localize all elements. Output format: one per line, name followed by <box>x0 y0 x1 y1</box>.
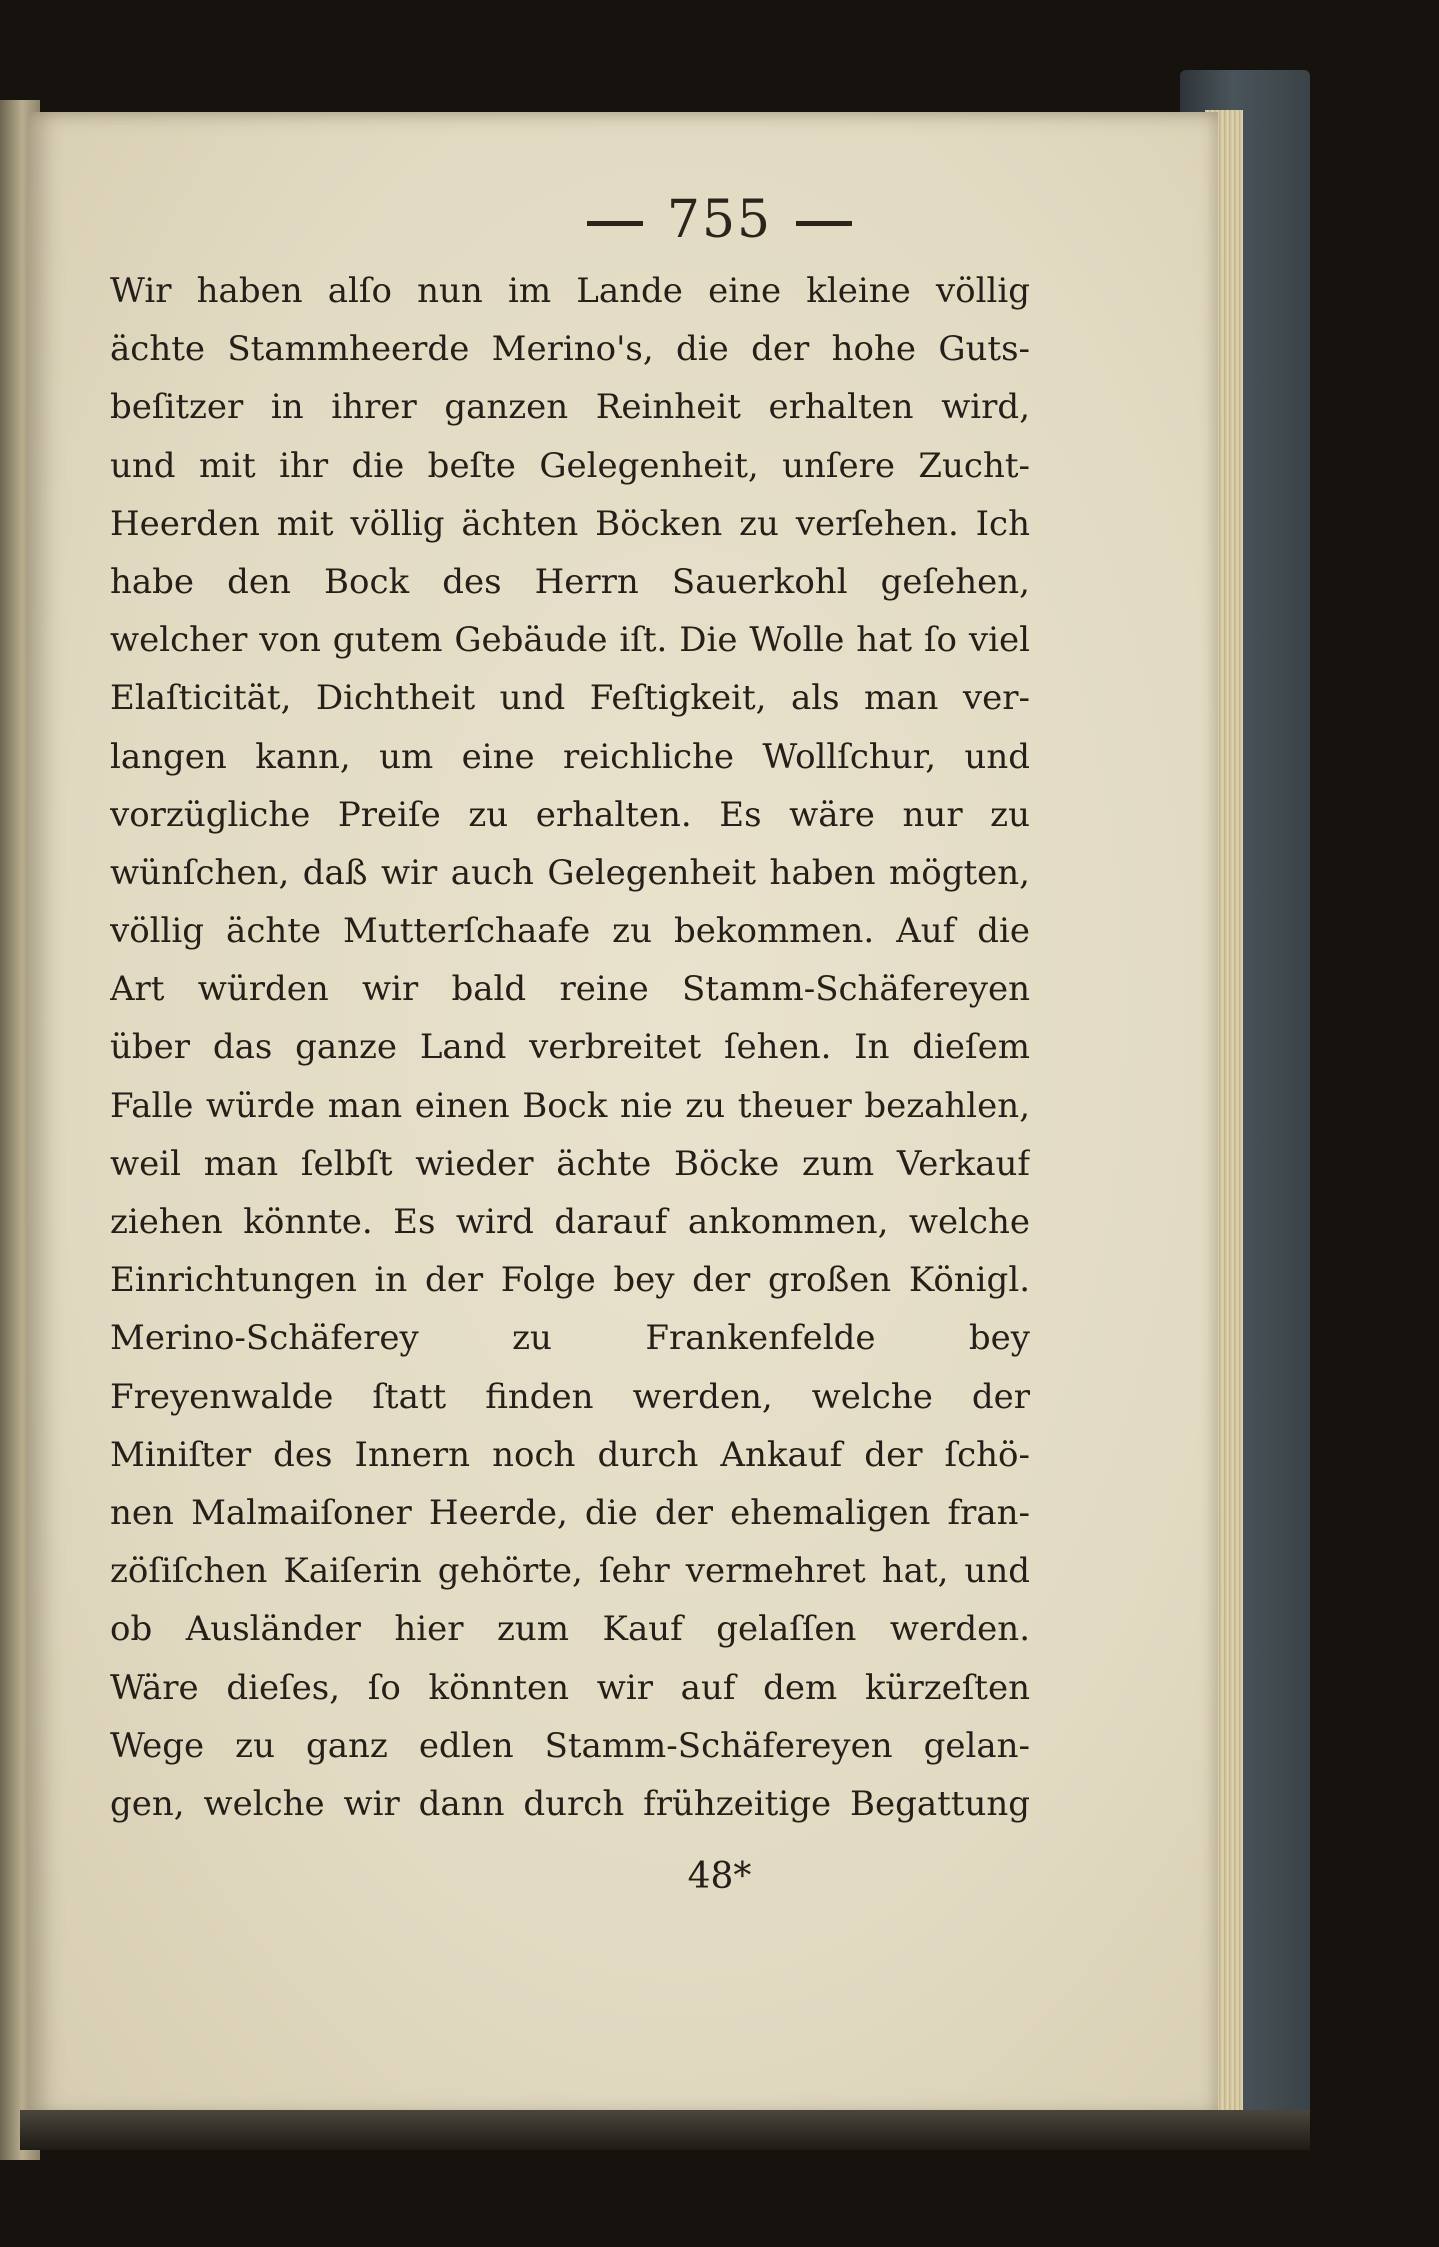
text-line: Freyenwalde ſtatt finden werden, welche der <box>110 1376 1030 1417</box>
text-line: Wir haben alſo nun im Lande eine kleine völlig <box>110 271 1030 311</box>
text-line: ob Ausländer hier zum Kauf gelaſſen werden. <box>110 1609 1030 1650</box>
text-line: ziehen könnte. Es wird darauf ankommen, welche <box>110 1202 1030 1242</box>
text-line: Miniſter des Innern noch durch Ankauf der ſchö- <box>110 1434 1030 1475</box>
text-line: Wäre dieſes, ſo könnten wir auf dem kürzeſten <box>110 1667 1030 1708</box>
text-line: Elaſticität, Dichtheit und Feſtigkeit, als man ver- <box>110 678 1030 719</box>
text-line: vorzügliche Preiſe zu erhalten. Es wäre nur zu <box>110 794 1030 835</box>
text-line: Falle würde man einen Bock nie zu theuer bezahlen, <box>110 1085 1030 1126</box>
page-header <box>0 190 1439 250</box>
page-bottom-shadow <box>20 2110 1310 2150</box>
text-line: habe den Bock des Herrn Sauerkohl geſehen, <box>110 561 1030 602</box>
text-line: nen Malmaiſoner Heerde, die der ehemaligen fran- <box>110 1492 1030 1533</box>
page-number: 755 <box>666 190 773 250</box>
text-line: Merino-Schäferey zu Frankenfelde bey <box>110 1318 1030 1359</box>
text-line: weil man ſelbſt wieder ächte Böcke zum Verkauf <box>110 1143 1030 1184</box>
signature-mark: 48* <box>687 1856 752 1897</box>
text-line: völlig ächte Mutterſchaafe zu bekommen. Auf die <box>110 911 1030 952</box>
text-line: wünſchen, daß wir auch Gelegenheit haben mögten, <box>110 852 1030 893</box>
text-line: zöſiſchen Kaiſerin gehörte, ſehr vermehret hat, und <box>110 1551 1030 1592</box>
text-line: gen, welche wir dann durch frühzeitige Begattung <box>110 1783 1030 1824</box>
text-line: Wege zu ganz edlen Stamm-Schäfereyen gelan- <box>110 1725 1030 1766</box>
text-line: über das ganze Land verbreitet ſehen. In dieſem <box>110 1027 1030 1068</box>
text-line: Heerden mit völlig ächten Böcken zu verſehen. Ich <box>110 503 1030 544</box>
text-line: beſitzer in ihrer ganzen Reinheit erhalten wird, <box>110 387 1030 428</box>
text-line: und mit ihr die beſte Gelegenheit, unſere Zucht- <box>110 445 1030 486</box>
text-line: ächte Stammheerde Merino's, die der hohe Guts- <box>110 329 1030 370</box>
header-dash-left <box>587 221 643 226</box>
header-dash-right <box>796 221 852 226</box>
text-line: langen kann, um eine reichliche Wollſchur, und <box>110 736 1030 777</box>
text-line: Art würden wir bald reine Stamm-Schäfereyen <box>110 969 1030 1010</box>
text-line: welcher von gutem Gebäude iſt. Die Wolle hat ſo viel <box>110 620 1030 661</box>
body-text <box>110 262 1030 1833</box>
text-line: Einrichtungen in der Folge bey der großen Königl. <box>110 1260 1030 1301</box>
